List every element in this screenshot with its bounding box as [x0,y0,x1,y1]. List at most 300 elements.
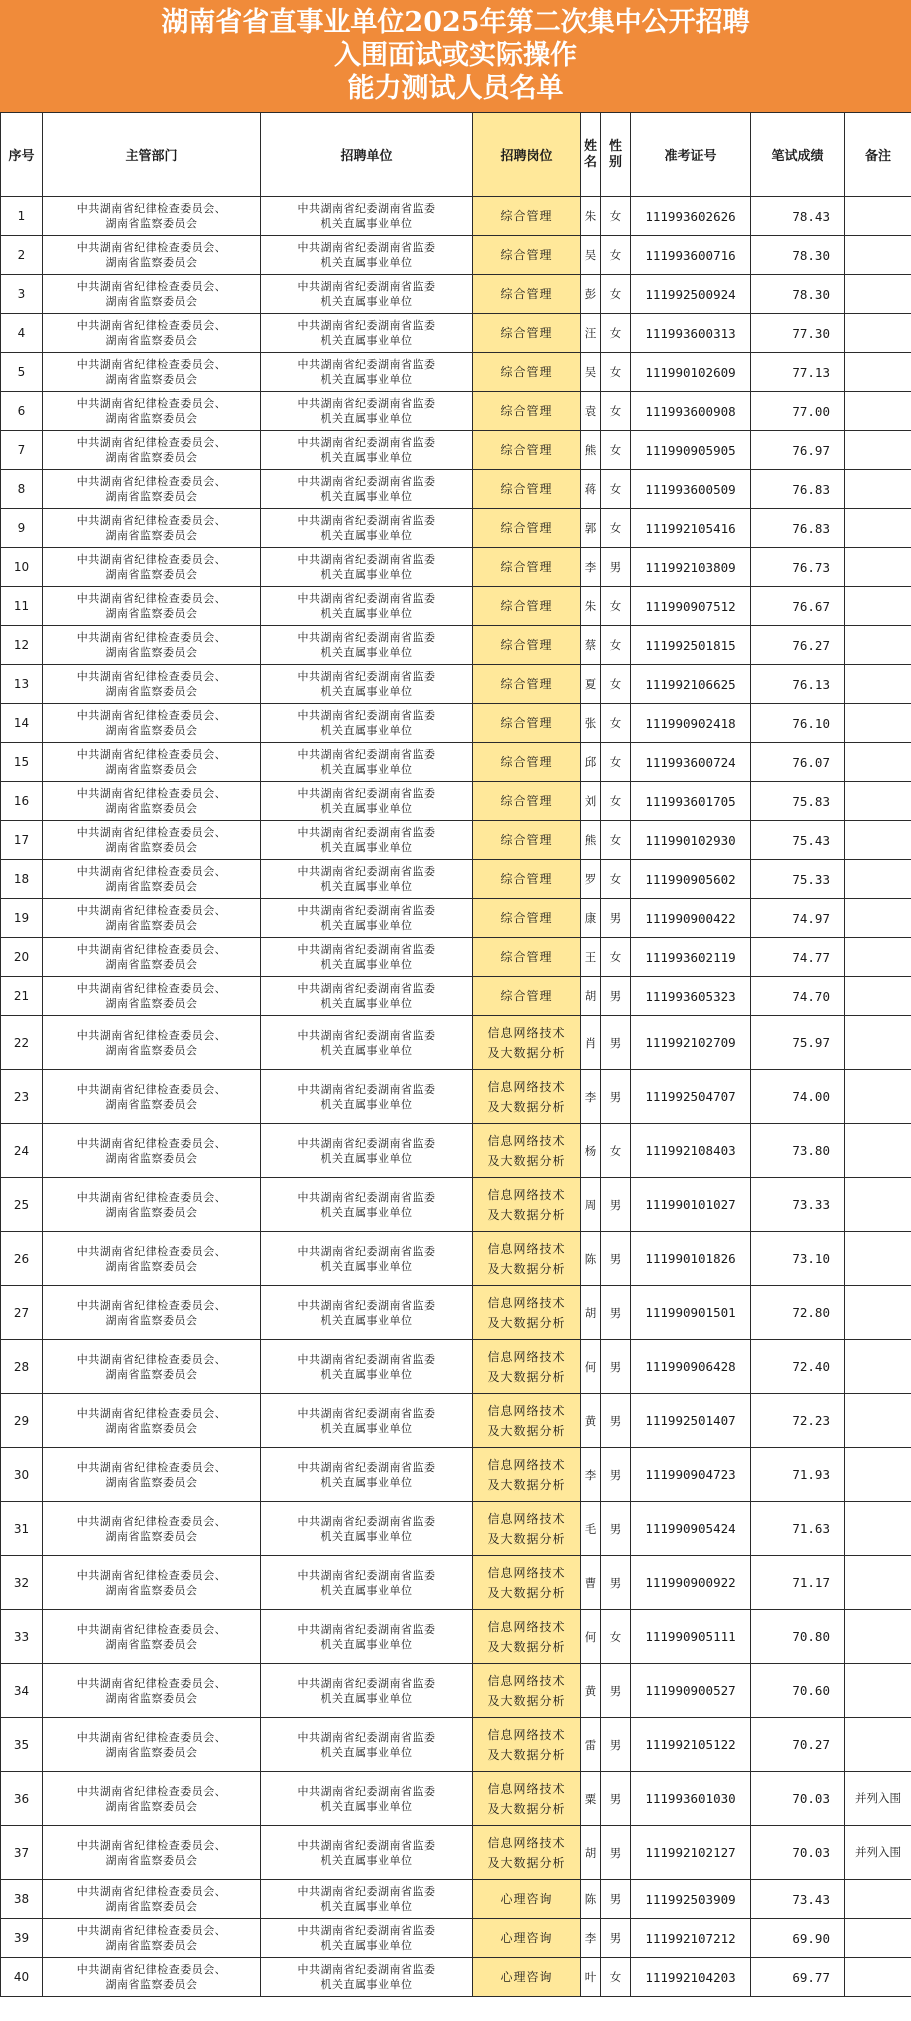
cell-unit [261,392,473,431]
unit-line-1: 中共湖南省纪委湖南省监委 [297,475,436,488]
cell-exam-no: 111992503909 [631,1880,751,1919]
cell-seq: 35 [1,1718,43,1772]
cell-post: 综合管理 [473,587,581,626]
cell-note [845,1664,911,1718]
table-row [1,353,911,392]
cell-exam-no: 111990900527 [631,1664,751,1718]
table-row [1,782,911,821]
unit-line-2: 机关直属事业单位 [320,646,413,659]
cell-dept [43,1958,261,1997]
cell-seq: 18 [1,860,43,899]
cell-name: 罗 [581,860,601,899]
cell-post: 综合管理 [473,392,581,431]
cell-exam-no: 111993600724 [631,743,751,782]
unit-line-1: 中共湖南省纪委湖南省监委 [297,1406,436,1420]
cell-dept [43,548,261,587]
table-row [1,392,911,431]
cell-dept [43,1340,261,1394]
cell-post: 综合管理 [473,977,581,1016]
unit-line-1: 中共湖南省纪委湖南省监委 [297,592,436,605]
cell-dept [43,1394,261,1448]
cell-gender: 女 [601,1958,631,1997]
unit-line-1: 中共湖南省纪委湖南省监委 [297,1136,436,1150]
cell-seq: 13 [1,665,43,704]
cell-score: 76.67 [751,587,845,626]
candidate-table [0,112,911,1997]
cell-note [845,1394,911,1448]
cell-dept [43,860,261,899]
cell-name: 肖 [581,1016,601,1070]
unit-line-2: 机关直属事业单位 [320,1259,413,1273]
unit-line-2: 机关直属事业单位 [320,841,413,854]
cell-score: 75.43 [751,821,845,860]
dept-line-2: 湖南省监察委员会 [105,451,198,464]
table-row [1,470,911,509]
table-row [1,1880,911,1919]
page-title [0,0,911,112]
cell-score: 72.40 [751,1340,845,1394]
unit-line-2: 机关直属事业单位 [320,802,413,815]
cell-name: 彭 [581,275,601,314]
unit-line-1: 中共湖南省纪委湖南省监委 [297,1568,436,1582]
unit-line-2: 机关直属事业单位 [320,1151,413,1165]
table-row [1,821,911,860]
table-row [1,1610,911,1664]
cell-exam-no: 111990905905 [631,431,751,470]
cell-post: 综合管理 [473,548,581,587]
cell-exam-no: 111992102127 [631,1826,751,1880]
unit-line-2: 机关直属事业单位 [320,1043,413,1057]
unit-line-2: 机关直属事业单位 [320,217,413,230]
dept-line-2: 湖南省监察委员会 [105,1421,198,1435]
cell-gender: 女 [601,431,631,470]
table-row [1,626,911,665]
cell-dept [43,1718,261,1772]
cell-post [473,1016,581,1070]
cell-unit [261,1070,473,1124]
unit-line-1: 中共湖南省纪委湖南省监委 [297,202,436,215]
cell-seq: 6 [1,392,43,431]
cell-score: 75.33 [751,860,845,899]
header-unit: 招聘单位 [261,113,473,197]
cell-note [845,509,911,548]
table-row [1,938,911,977]
cell-unit [261,548,473,587]
dept-line-2: 湖南省监察委员会 [105,1151,198,1165]
cell-score: 78.43 [751,197,845,236]
cell-post: 综合管理 [473,470,581,509]
cell-name: 汪 [581,314,601,353]
cell-unit [261,665,473,704]
unit-line-2: 机关直属事业单位 [320,490,413,503]
title-line-2: 入围面试或实际操作 [334,40,577,71]
dept-line-1: 中共湖南省纪律检查委员会、 [76,1924,227,1937]
unit-line-1: 中共湖南省纪委湖南省监委 [297,865,436,878]
dept-line-2: 湖南省监察委员会 [105,646,198,659]
dept-line-2: 湖南省监察委员会 [105,880,198,893]
cell-name: 粟 [581,1772,601,1826]
cell-exam-no: 111990904723 [631,1448,751,1502]
cell-score: 70.80 [751,1610,845,1664]
cell-score: 70.03 [751,1826,845,1880]
dept-line-1: 中共湖南省纪律检查委员会、 [76,1082,227,1096]
table-row [1,1016,911,1070]
table-row [1,1919,911,1958]
cell-score: 76.27 [751,626,845,665]
cell-score: 78.30 [751,236,845,275]
cell-exam-no: 111990101826 [631,1232,751,1286]
table-row [1,1826,911,1880]
unit-line-2: 机关直属事业单位 [320,1978,413,1991]
cell-gender: 女 [601,587,631,626]
cell-exam-no: 111992501815 [631,626,751,665]
dept-line-2: 湖南省监察委员会 [105,1583,198,1597]
cell-exam-no: 111993600313 [631,314,751,353]
cell-note [845,431,911,470]
cell-post [473,1718,581,1772]
cell-seq: 34 [1,1664,43,1718]
cell-note [845,1340,911,1394]
table-row [1,431,911,470]
cell-name: 陈 [581,1880,601,1919]
dept-line-1: 中共湖南省纪律检查委员会、 [76,436,227,449]
cell-unit [261,782,473,821]
dept-line-2: 湖南省监察委员会 [105,802,198,815]
cell-score: 76.07 [751,743,845,782]
cell-post [473,1394,581,1448]
cell-unit [261,275,473,314]
cell-score: 78.30 [751,275,845,314]
cell-name: 李 [581,1448,601,1502]
cell-unit [261,821,473,860]
cell-gender: 男 [601,1070,631,1124]
dept-line-1: 中共湖南省纪律检查委员会、 [76,1190,227,1204]
cell-seq: 1 [1,197,43,236]
cell-score: 72.80 [751,1286,845,1340]
unit-line-2: 机关直属事业单位 [320,1421,413,1435]
cell-post: 心理咨询 [473,1919,581,1958]
unit-line-2: 机关直属事业单位 [320,763,413,776]
dept-line-1: 中共湖南省纪律检查委员会、 [76,553,227,566]
cell-gender: 女 [601,938,631,977]
cell-dept [43,1124,261,1178]
cell-exam-no: 111990900922 [631,1556,751,1610]
dept-line-1: 中共湖南省纪律检查委员会、 [76,1676,227,1690]
cell-gender: 女 [601,353,631,392]
cell-name: 周 [581,1178,601,1232]
post-line-2: 及大数据分析 [487,1045,566,1060]
unit-line-1: 中共湖南省纪委湖南省监委 [297,1784,436,1798]
post-line-1: 信息网络技术 [487,1511,566,1526]
cell-name: 何 [581,1340,601,1394]
table-row [1,743,911,782]
cell-gender: 男 [601,1880,631,1919]
unit-line-2: 机关直属事业单位 [320,1745,413,1759]
cell-gender: 男 [601,1664,631,1718]
cell-unit [261,509,473,548]
cell-exam-no: 111990102930 [631,821,751,860]
cell-unit [261,1772,473,1826]
unit-line-1: 中共湖南省纪委湖南省监委 [297,1963,436,1976]
cell-unit [261,1718,473,1772]
dept-line-1: 中共湖南省纪律检查委员会、 [76,1838,227,1852]
cell-seq: 39 [1,1919,43,1958]
cell-gender: 男 [601,1772,631,1826]
cell-name: 夏 [581,665,601,704]
cell-seq: 38 [1,1880,43,1919]
unit-line-2: 机关直属事业单位 [320,1529,413,1543]
cell-name: 熊 [581,431,601,470]
cell-note [845,626,911,665]
cell-gender: 男 [601,1232,631,1286]
cell-dept [43,353,261,392]
cell-unit [261,899,473,938]
unit-line-1: 中共湖南省纪委湖南省监委 [297,1460,436,1474]
cell-gender: 女 [601,314,631,353]
table-row [1,1502,911,1556]
cell-score: 76.83 [751,509,845,548]
cell-unit [261,1880,473,1919]
cell-unit [261,1826,473,1880]
cell-name: 李 [581,1070,601,1124]
dept-line-2: 湖南省监察委员会 [105,1475,198,1489]
cell-note [845,977,911,1016]
table-row [1,275,911,314]
dept-line-2: 湖南省监察委员会 [105,724,198,737]
cell-post [473,1502,581,1556]
cell-exam-no: 111992104203 [631,1958,751,1997]
dept-line-2: 湖南省监察委员会 [105,1259,198,1273]
cell-unit [261,1124,473,1178]
post-line-2: 及大数据分析 [487,1423,566,1438]
cell-unit [261,626,473,665]
unit-line-1: 中共湖南省纪委湖南省监委 [297,1190,436,1204]
cell-dept [43,1070,261,1124]
cell-post: 综合管理 [473,782,581,821]
cell-dept [43,665,261,704]
cell-seq: 19 [1,899,43,938]
cell-post [473,1772,581,1826]
dept-line-2: 湖南省监察委员会 [105,1043,198,1057]
header-dept: 主管部门 [43,113,261,197]
post-line-2: 及大数据分析 [487,1693,566,1708]
cell-post [473,1286,581,1340]
unit-line-2: 机关直属事业单位 [320,1313,413,1327]
cell-score: 77.30 [751,314,845,353]
cell-post: 综合管理 [473,197,581,236]
dept-line-1: 中共湖南省纪律检查委员会、 [76,1568,227,1582]
dept-line-1: 中共湖南省纪律检查委员会、 [76,514,227,527]
unit-line-2: 机关直属事业单位 [320,880,413,893]
cell-name: 陈 [581,1232,601,1286]
dept-line-2: 湖南省监察委员会 [105,997,198,1010]
unit-line-1: 中共湖南省纪委湖南省监委 [297,748,436,761]
unit-line-1: 中共湖南省纪委湖南省监委 [297,787,436,800]
cell-name: 叶 [581,1958,601,1997]
unit-line-2: 机关直属事业单位 [320,685,413,698]
cell-dept [43,1232,261,1286]
cell-dept [43,587,261,626]
cell-score: 74.97 [751,899,845,938]
cell-name: 吴 [581,236,601,275]
cell-gender: 女 [601,509,631,548]
cell-gender: 女 [601,782,631,821]
cell-seq: 17 [1,821,43,860]
unit-line-1: 中共湖南省纪委湖南省监委 [297,1838,436,1852]
cell-note [845,1610,911,1664]
cell-note [845,1124,911,1178]
cell-score: 73.10 [751,1232,845,1286]
cell-name: 胡 [581,1826,601,1880]
cell-seq: 2 [1,236,43,275]
cell-post: 综合管理 [473,275,581,314]
cell-unit [261,938,473,977]
cell-unit [261,1340,473,1394]
unit-line-1: 中共湖南省纪委湖南省监委 [297,514,436,527]
table-row [1,704,911,743]
post-line-2: 及大数据分析 [487,1639,566,1654]
unit-line-1: 中共湖南省纪委湖南省监委 [297,631,436,644]
cell-gender: 女 [601,821,631,860]
cell-unit [261,353,473,392]
unit-line-2: 机关直属事业单位 [320,451,413,464]
cell-exam-no: 111993605323 [631,977,751,1016]
post-line-1: 信息网络技术 [487,1673,566,1688]
cell-note: 并列入围 [845,1772,911,1826]
cell-name: 熊 [581,821,601,860]
cell-exam-no: 111993601705 [631,782,751,821]
cell-unit [261,587,473,626]
cell-note [845,314,911,353]
header-post: 招聘岗位 [473,113,581,197]
cell-gender: 男 [601,548,631,587]
post-line-1: 信息网络技术 [487,1403,566,1418]
cell-dept [43,1502,261,1556]
cell-name: 吴 [581,353,601,392]
cell-name: 胡 [581,1286,601,1340]
cell-note: 并列入围 [845,1826,911,1880]
dept-line-2: 湖南省监察委员会 [105,295,198,308]
cell-unit [261,1664,473,1718]
table-row [1,509,911,548]
cell-exam-no: 111992102709 [631,1016,751,1070]
cell-score: 71.93 [751,1448,845,1502]
dept-line-1: 中共湖南省纪律检查委员会、 [76,1514,227,1528]
cell-note [845,1556,911,1610]
cell-seq: 12 [1,626,43,665]
cell-gender: 女 [601,860,631,899]
cell-post: 综合管理 [473,743,581,782]
cell-score: 73.33 [751,1178,845,1232]
cell-exam-no: 111990901501 [631,1286,751,1340]
cell-note [845,1718,911,1772]
cell-gender: 男 [601,1556,631,1610]
unit-line-1: 中共湖南省纪委湖南省监委 [297,553,436,566]
cell-unit [261,1232,473,1286]
title-line-1: 湖南省省直事业单位2025年第二次集中公开招聘 [161,7,750,38]
unit-line-2: 机关直属事业单位 [320,1205,413,1219]
cell-exam-no: 111992504707 [631,1070,751,1124]
cell-exam-no: 111990902418 [631,704,751,743]
post-line-1: 信息网络技术 [487,1619,566,1634]
dept-line-1: 中共湖南省纪律检查委员会、 [76,358,227,371]
cell-dept [43,1556,261,1610]
cell-note [845,782,911,821]
dept-line-2: 湖南省监察委员会 [105,217,198,230]
header-note: 备注 [845,113,911,197]
post-line-1: 信息网络技术 [487,1835,566,1850]
cell-unit [261,314,473,353]
cell-name: 朱 [581,587,601,626]
cell-post: 心理咨询 [473,1958,581,1997]
cell-post [473,1664,581,1718]
unit-line-2: 机关直属事业单位 [320,1939,413,1952]
dept-line-2: 湖南省监察委员会 [105,1637,198,1651]
cell-score: 72.23 [751,1394,845,1448]
post-line-1: 信息网络技术 [487,1349,566,1364]
cell-exam-no: 111992103809 [631,548,751,587]
cell-unit [261,1448,473,1502]
cell-exam-no: 111990907512 [631,587,751,626]
cell-post: 综合管理 [473,821,581,860]
cell-name: 毛 [581,1502,601,1556]
dept-line-2: 湖南省监察委员会 [105,1745,198,1759]
cell-name: 袁 [581,392,601,431]
cell-gender: 男 [601,1502,631,1556]
cell-dept [43,743,261,782]
post-line-2: 及大数据分析 [487,1207,566,1222]
table-row [1,977,911,1016]
cell-seq: 36 [1,1772,43,1826]
cell-name: 胡 [581,977,601,1016]
cell-note [845,197,911,236]
cell-gender: 男 [601,899,631,938]
cell-note [845,1958,911,1997]
unit-line-2: 机关直属事业单位 [320,997,413,1010]
cell-exam-no: 111993602119 [631,938,751,977]
cell-dept [43,938,261,977]
dept-line-2: 湖南省监察委员会 [105,568,198,581]
table-row [1,314,911,353]
cell-seq: 28 [1,1340,43,1394]
cell-seq: 15 [1,743,43,782]
cell-dept [43,431,261,470]
cell-seq: 21 [1,977,43,1016]
cell-score: 76.13 [751,665,845,704]
cell-gender: 男 [601,1340,631,1394]
cell-seq: 24 [1,1124,43,1178]
dept-line-2: 湖南省监察委员会 [105,1900,198,1913]
dept-line-1: 中共湖南省纪律检查委员会、 [76,280,227,293]
cell-seq: 32 [1,1556,43,1610]
cell-score: 76.97 [751,431,845,470]
cell-gender: 女 [601,197,631,236]
cell-exam-no: 111990900422 [631,899,751,938]
cell-gender: 男 [601,1448,631,1502]
cell-exam-no: 111993602626 [631,197,751,236]
unit-line-1: 中共湖南省纪委湖南省监委 [297,1028,436,1042]
post-line-2: 及大数据分析 [487,1855,566,1870]
cell-dept [43,1178,261,1232]
cell-score: 70.27 [751,1718,845,1772]
unit-line-2: 机关直属事业单位 [320,256,413,269]
unit-line-2: 机关直属事业单位 [320,568,413,581]
cell-score: 71.63 [751,1502,845,1556]
cell-name: 康 [581,899,601,938]
cell-score: 75.83 [751,782,845,821]
dept-line-1: 中共湖南省纪律检查委员会、 [76,709,227,722]
dept-line-2: 湖南省监察委员会 [105,841,198,854]
